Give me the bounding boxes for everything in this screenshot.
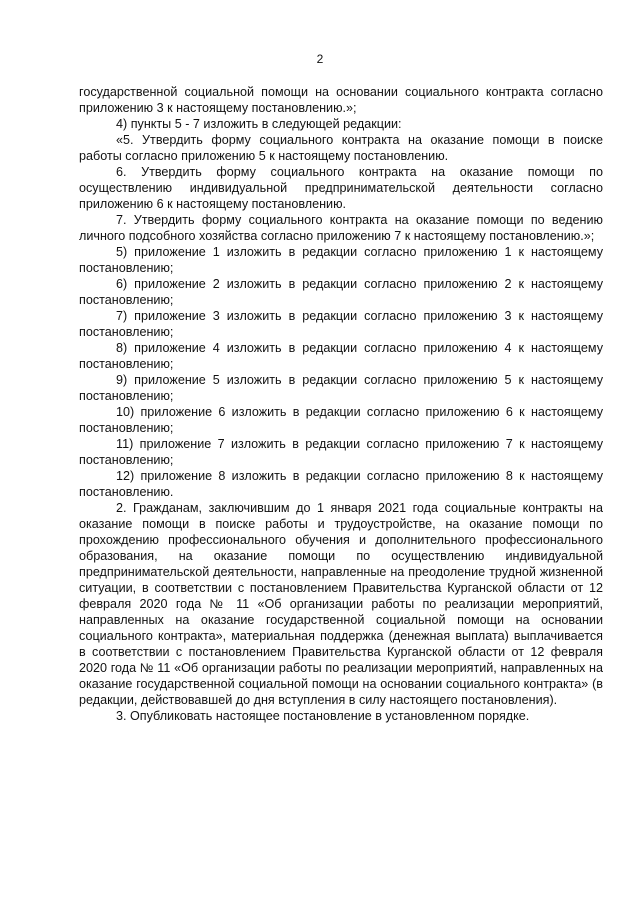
paragraph-point-7: 7. Утвердить форму социального контракта на оказание помощи по ведению личного подсобного хозяйства согласно приложению 7 к настоящему постановлению.»; [79,213,603,243]
paragraph-item-10: 10) приложение 6 изложить в редакции согласно приложению 6 к настоящему постановлению; [79,405,603,435]
paragraph-item-9: 9) приложение 5 изложить в редакции согласно приложению 5 к настоящему постановлению; [79,373,603,403]
paragraph-item-8: 8) приложение 4 изложить в редакции согласно приложению 4 к настоящему постановлению; [79,341,603,371]
paragraph-item-7: 7) приложение 3 изложить в редакции согласно приложению 3 к настоящему постановлению; [79,309,603,339]
paragraph-point-5: «5. Утвердить форму социального контракта на оказание помощи в поиске работы согласно приложению 5 к настоящему постановлению. [79,133,603,163]
paragraph-item-4: 4) пункты 5 - 7 изложить в следующей редакции: [116,117,402,131]
paragraph-point-6: 6. Утвердить форму социального контракта на оказание помощи по осуществлению индивидуальной предпринимательской деятельности согласно приложению 6 к настоящему постановлению. [79,165,603,211]
paragraph-continuation: государственной социальной помощи на основании социального контракта согласно приложению 3 к настоящему постановлению.»; [79,85,603,115]
paragraph-item-5: 5) приложение 1 изложить в редакции согласно приложению 1 к настоящему постановлению; [79,245,603,275]
paragraph-section-3: 3. Опубликовать настоящее постановление в установленном порядке. [116,709,530,723]
page-number: 2 [316,52,324,66]
paragraph-item-12: 12) приложение 8 изложить в редакции согласно приложению 8 к настоящему постановлению. [79,469,603,499]
paragraph-item-6: 6) приложение 2 изложить в редакции согласно приложению 2 к настоящему постановлению; [79,277,603,307]
paragraph-section-2: 2. Гражданам, заключившим до 1 января 2021 года социальные контракты на оказание помощи в поиске работы и трудоустройстве, на оказание помощи по прохождению профессионального обучения и дополнительного профессионального образования, на оказание помощи по осуществлению индивидуальной предпринимательской деятельности, направленные на преодоление трудной жизненной ситуации, в соответствии с постановлением Правительства Курганской области от 12 февраля 2020 года № 11 «Об организации работы по реализации мероприятий, направленных на оказание государственной социальной помощи на основании социального контракта», материальная поддержка (денежная выплата) выплачивается в соответствии с постановлением Правительства Курганской области от 12 февраля 2020 года № 11 «Об организации работы по реализации мероприятий, направленных на оказание государственной социальной помощи на основании социального контракта» (в редакции, действовавшей до дня вступления в силу настоящего постановления). [79,501,603,707]
paragraph-item-11: 11) приложение 7 изложить в редакции согласно приложению 7 к настоящему постановлению; [79,437,603,467]
document-body [79,84,603,724]
